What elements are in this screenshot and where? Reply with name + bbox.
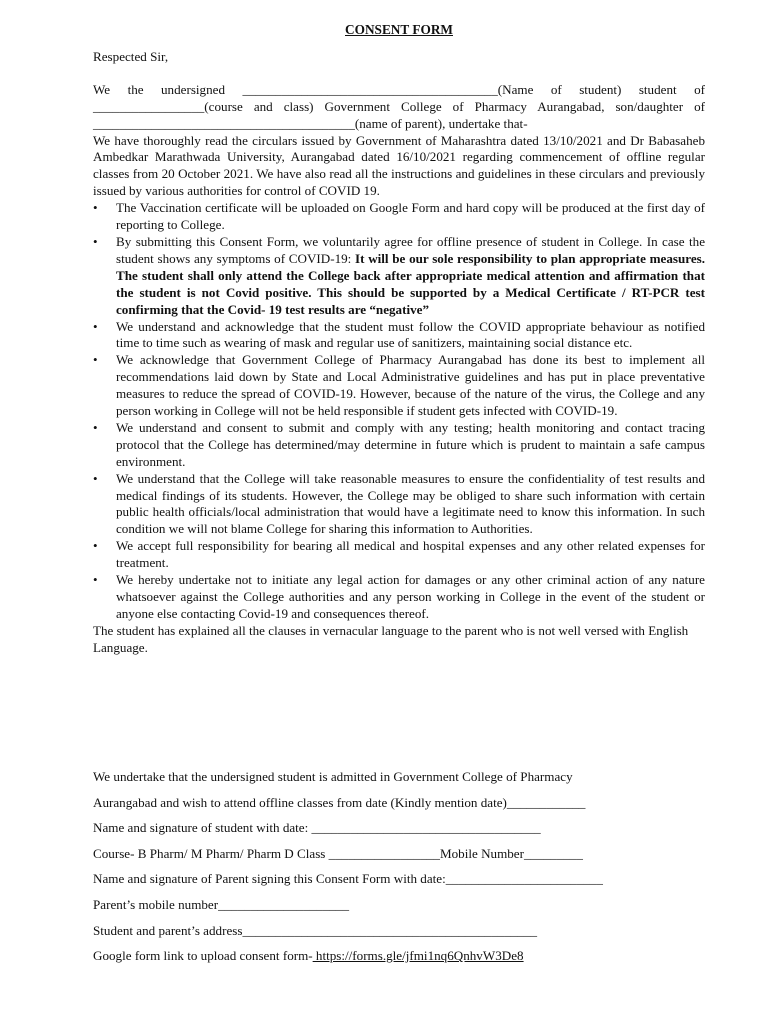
clauses-list	[93, 200, 705, 623]
clause-confidentiality: • We understand that the College will take reasonable measures to ensure the confidentiality of test results and medical findings of its students. However, the College may be obliged to share such information with certain public health officials/local administration that would have a legitimate need to know this information. In such condition we will not blame College for sharing this information to Authorities.	[93, 471, 705, 539]
clause-offline-presence-text: By submitting this Consent Form, we voluntarily agree for offline presence of student in College. In case the student shows any symptoms of COVID-19:	[116, 233, 705, 266]
clause-testing-consent: • We understand and consent to submit and comply with any testing; health monitoring and contact tracing protocol that the College has determined/may determine in future which is prudent to maintain a safe campus environment.	[93, 420, 705, 471]
course-class-mobile-field[interactable]: Course- B Pharm/ M Pharm/ Pharm D Class _________________Mobile Number_________	[93, 845, 583, 861]
signature-fields	[93, 768, 733, 973]
clause-no-legal-action: • We hereby undertake not to initiate any legal action for damages or any other criminal action of any nature whatsoever against the College authorities and any person working in College in the event of the student or anyone else contacting Covid-19 and consequences thereof.	[93, 572, 705, 623]
salutation: Respected Sir,	[93, 48, 169, 64]
admission-statement: We undertake that the undersigned student is admitted in Government College of Pharmacy	[93, 769, 573, 784]
google-form-label: Google form link to upload consent form-	[93, 948, 313, 964]
clause-offline-presence-bold: It will be our sole responsibility to plan appropriate measures. The student shall only attend the College back after appropriate medical attention and affirmation that the student is not Covid positive. This should be supported by a Medical Certificate / RT-PCR test confirming that the Covid- 19 test results are “negative”	[116, 250, 705, 317]
clause-offline-presence	[93, 234, 705, 319]
offline-date-field[interactable]: Aurangabad and wish to attend offline classes from date (Kindly mention date)____________	[93, 794, 586, 810]
clause-covid-behaviour: • We understand and acknowledge that the student must follow the COVID appropriate behaviour as notified time to time such as wearing of mask and regular use of sanitizers, maintaining social distance etc.	[93, 319, 705, 353]
parent-signature-field[interactable]: Name and signature of Parent signing this Consent Form with date:________________________	[93, 871, 603, 887]
student-signature-field[interactable]: Name and signature of student with date: ___________________________________	[93, 820, 541, 836]
address-field[interactable]: Student and parent’s address_____________________________________________	[93, 922, 538, 938]
google-form-link[interactable]: https://forms.gle/jfmi1nq6QnhvW3De8	[312, 948, 524, 964]
page-title: CONSENT FORM	[345, 22, 453, 37]
consent-form-body	[93, 22, 705, 657]
intro-undertaking: We the undersigned _______________________________________(Name of student) student of _________________(course and class) Government College of Pharmacy Aurangabad, son/daughter of ________________________________________(name of parent), undertake that-	[93, 81, 705, 131]
clause-expenses: • We accept full responsibility for bearing all medical and hospital expenses and any other related expenses for treatment.	[93, 538, 705, 572]
clause-college-measures: • We acknowledge that Government College of Pharmacy Aurangabad has done its best to implement all recommendations laid down by State and Local Administrative guidelines and has put in place preventative measures to reduce the spread of COVID-19. However, because of the nature of the virus, the College and any person working in College will not be held responsible if student gets infected with COVID-19.	[93, 352, 705, 420]
clause-vaccination: • The Vaccination certificate will be uploaded on Google Form and hard copy will be produced at the first day of reporting to College.	[93, 200, 705, 234]
closing-statement: The student has explained all the clauses in vernacular language to the parent who is not well versed with English Language.	[93, 622, 689, 655]
parent-mobile-field[interactable]: Parent’s mobile number____________________	[93, 896, 350, 912]
google-form-line	[93, 947, 733, 973]
intro-circulars: We have thoroughly read the circulars issued by Government of Maharashtra dated 13/10/2021 and Dr Babasaheb Ambedkar Marathwada University, Aurangabad dated 16/10/2021 regarding commencement of offline regular classes from 20 October 2021. We have also read all the instructions and guidelines in these circulars and previously issued by various authorities for control of COVID 19.	[93, 132, 705, 199]
